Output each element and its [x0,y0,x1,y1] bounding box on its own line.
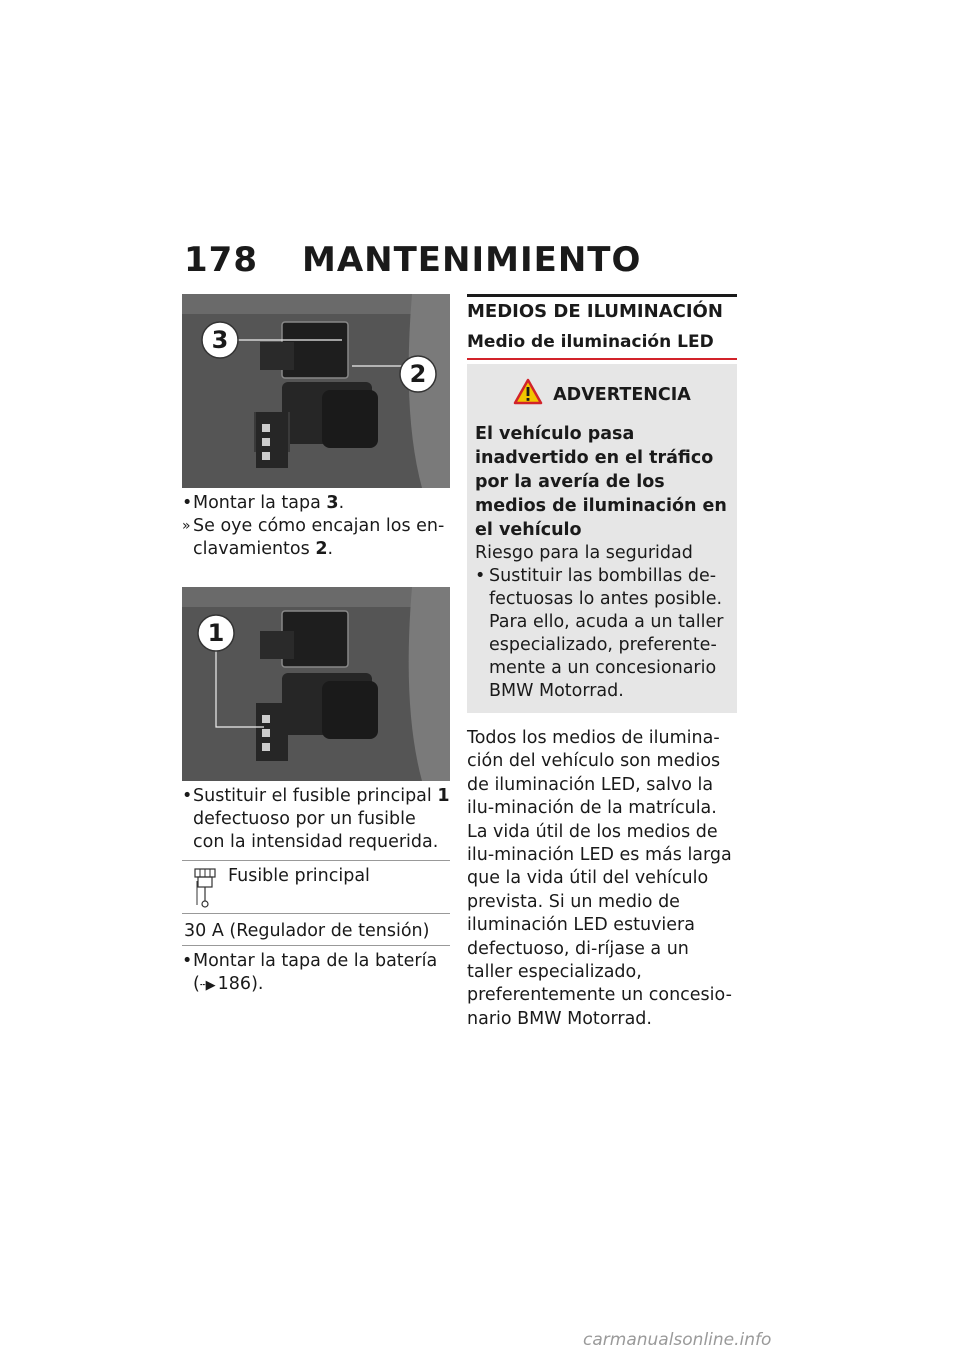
ref-3: 3 [326,493,339,513]
battery-cover-photo [182,294,450,488]
bullet-dot-icon: • [182,786,193,806]
step-mount-battery-cover: • Montar la tapa de la batería (┄▶ 186). [182,951,438,994]
subsection-title: Medio de iluminación LED [467,332,737,360]
warning-box [467,364,737,713]
warning-risk: Riesgo para la seguridad [475,543,693,563]
step-replace-fuse: • Sustituir el fusible principal 1 defectuoso por un fusible con la intensidad requerida. [182,786,450,852]
ref-1: 1 [437,786,450,806]
callout-3: 3 [211,326,229,354]
section-title: MEDIOS DE ILUMINACIÓN [467,294,737,322]
spec-label: Fusible principal [228,866,370,886]
main-fuse-photo [182,587,450,781]
body-paragraph: Todos los medios de ilumina-ción del vehículo son medios de iluminación LED, salvo la ilu-minación de la matrícula. La vida útil de los medios de ilu-minación LED es más larga que la vida útil del vehículo prevista. Si un medio de iluminación LED estuviera defectuoso, di-ríjase a un taller especializado, preferentemente un concesio-nario BMW Motorrad. [467,728,732,1029]
result-arrow-icon: » [182,518,191,534]
page-header [184,240,641,280]
warning-title: ADVERTENCIA [553,384,691,405]
callout-1: 1 [207,619,225,647]
warning-heading: El vehículo pasa inadvertido en el tráfico por la avería de los medios de iluminación en el vehículo [475,424,727,540]
callout-2: 2 [409,360,427,388]
page-ref-arrow-icon: ┄▶ [199,978,214,993]
right-column [467,294,737,1031]
left-column [182,294,450,997]
spec-value: 30 A (Regulador de tensión) [184,921,430,941]
page-ref-186[interactable]: 186 [217,974,252,994]
ref-2: 2 [315,539,328,559]
bullet-dot-icon: • [182,951,193,971]
warning-action: • Sustituir las bombillas de-fectuosas lo antes posible. Para ello, acuda a un taller especializado, preferente-mente a un concesionario BMW Motorrad. [475,566,724,701]
warning-triangle-icon [513,378,543,412]
chapter-title: MANTENIMIENTO [301,240,642,280]
watermark: carmanualsonline.info [583,1330,772,1350]
fuse-icon [182,861,228,913]
step-mount-cover: • Montar la tapa 3. [182,493,345,513]
fuse-spec-table [182,860,450,946]
bullet-dot-icon: • [182,493,193,513]
page-number: 178 [184,240,258,280]
result-latches-engage: » Se oye cómo encajan los en-clavamientos 2. [182,516,445,559]
bullet-dot-icon: • [475,566,486,586]
